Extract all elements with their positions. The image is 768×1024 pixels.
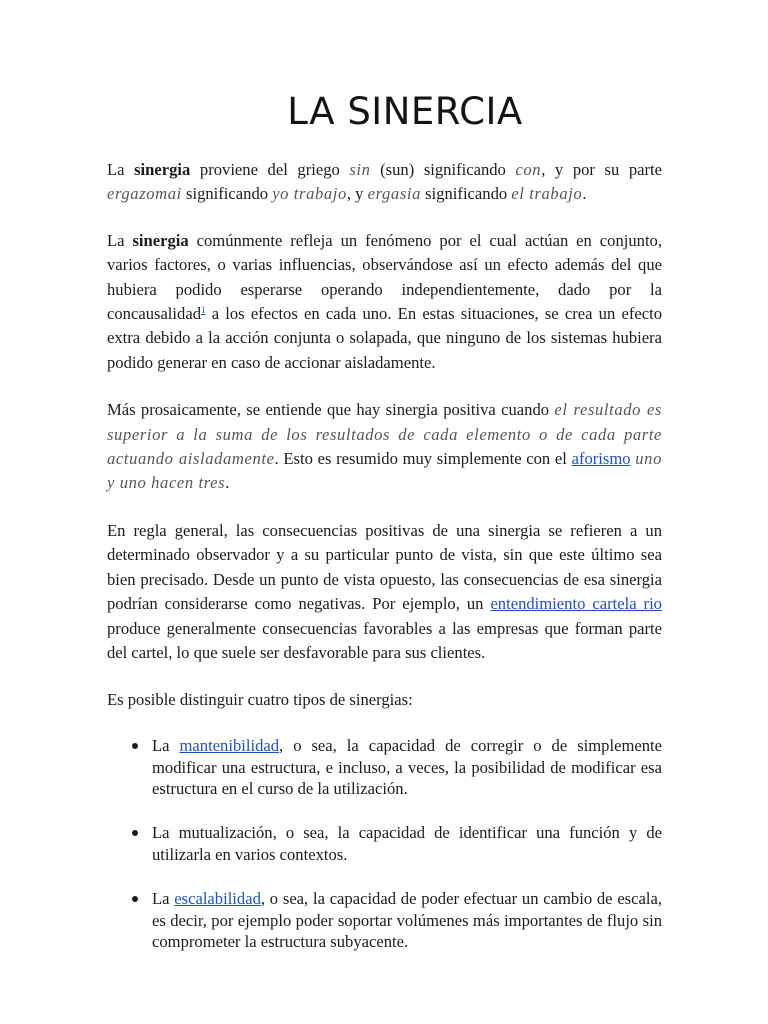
text: La	[152, 888, 175, 908]
list-item	[107, 822, 662, 866]
text: . Esto es resumido muy simplemente con el	[274, 449, 572, 469]
text: .	[582, 184, 587, 204]
text: comúnmente refleja un fenómeno por el cual actúan en conjunto, varios factores, o varias influencias, observándose así un efecto además del que hubiera podido esperarse operando independientemente, dado por la concausalidad	[107, 230, 663, 324]
paragraph-types-intro: Es posible distinguir cuatro tipos de sinergias:	[107, 690, 413, 710]
synergy-types-list	[107, 735, 662, 953]
italic-term: ergazomai	[107, 184, 182, 204]
text: , y	[346, 184, 368, 204]
footnote-link[interactable]: 1	[201, 305, 206, 316]
text: a los efectos en cada uno. En estas situaciones, se crea un efecto extra debido a la acción conjunta o solapada, que ninguno de los sistemas hubiera podido generar en caso de accionar aisladamente.	[107, 304, 662, 372]
mantenibilidad-link[interactable]: mantenibilidad	[179, 735, 280, 755]
text: .	[225, 473, 230, 493]
paragraph-general-rule	[107, 519, 662, 665]
bullet-icon	[132, 830, 138, 836]
text: significando	[181, 184, 273, 204]
bold-term: sinergia	[132, 230, 189, 250]
text: , y por su parte	[541, 160, 663, 179]
bullet-icon	[132, 743, 138, 749]
paragraph-prosaic	[107, 398, 662, 496]
text: La	[107, 230, 133, 250]
italic-quote: uno y uno hacen tres	[107, 449, 662, 493]
text: proviene del griego	[190, 160, 350, 179]
list-item	[107, 888, 662, 953]
bullet-icon	[132, 896, 138, 902]
list-item	[107, 735, 662, 800]
text: (sun) significando	[370, 160, 516, 179]
aforismo-link[interactable]: aforismo	[571, 449, 631, 469]
text: produce generalmente consecuencias favorables a las empresas que forman parte del cartel, lo que suele ser desfavorable para sus clientes.	[107, 618, 662, 662]
text: La	[152, 735, 180, 755]
italic-term: ergasia	[367, 184, 421, 204]
text: En regla general, las consecuencias positivas de una sinergia se refieren a un determinado observador y a su particular punto de vista, sin que este último sea bien precisado. Desde un punto de vista opuesto, las consecuencias de esa sinergia podrían considerarse como negativas. Por ejemplo, un	[107, 520, 662, 614]
italic-quote: el resultado es superior a la suma de los resultados de cada elemento o de cada parte actuando aisladamente	[107, 400, 662, 469]
italic-term: el trabajo	[511, 184, 583, 204]
document-body	[107, 158, 662, 975]
paragraph-definition	[107, 229, 662, 375]
page-title: LA SINERCIA	[287, 90, 523, 133]
entendimiento-cartelario-link[interactable]: entendimiento cartela rio	[490, 594, 662, 614]
text: , o sea, la capacidad de corregir o de simplemente modificar una estructura, e incluso, a veces, la posibilidad de modificar esa estructura en el curso de la utilización.	[152, 735, 662, 799]
italic-term: sin	[349, 160, 371, 179]
italic-term: yo trabajo	[272, 184, 347, 204]
text: La mutualización, o sea, la capacidad de identificar una función y de utilizarla en varios contextos.	[152, 823, 662, 864]
text: significando	[421, 184, 512, 204]
escalabilidad-link[interactable]: escalabilidad	[174, 888, 261, 908]
text: , o sea, la capacidad de poder efectuar un cambio de escala, es decir, por ejemplo poder soportar volúmenes más importantes de flujo sin comprometer la estructura subyacente.	[152, 888, 662, 952]
italic-term: con	[515, 160, 542, 179]
text: Más prosaicamente, se entiende que hay sinergia positiva cuando	[107, 400, 555, 420]
paragraph-etymology	[107, 158, 662, 207]
bold-term: sinergia	[134, 160, 191, 179]
text: La	[107, 160, 135, 179]
